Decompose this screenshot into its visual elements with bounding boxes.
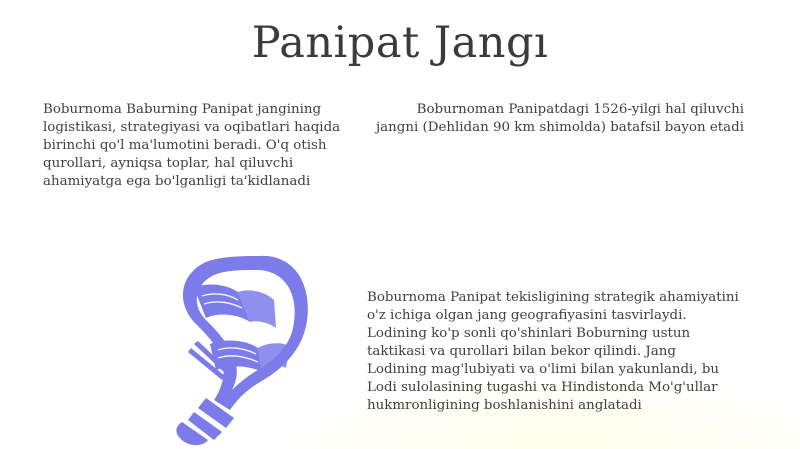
paragraph-battle-location: Boburnoman Panipatdagi 1526-yilgi hal qiluvchi jangni (Dehlidan 90 km shimolda) batafsil bayon etadi [375,102,744,135]
paragraph-logistics: Boburnoma Baburning Panipat jangining logistikasi, strategiyasi va oqibatlari haqida birinchi qo'l ma'lumotini beradi. O'q otish qurollari, ayniqsa toplar, hal qiluvchi ahamiyatga ega bo'lganligi ta'kidlanadi [43,102,341,189]
lightbulb-book-icon [110,248,320,448]
slide-title: Panipat Jangı [251,18,549,68]
bulb-outline [183,256,308,410]
paragraph-geography-outcome: Boburnoma Panipat tekisligining strategik ahamiyatini o'z ichiga olgan jang geografiyasini tasvirlaydi. Lodining ko'p sonli qo'shinlari Boburning ustun taktikasi va qurollari bilan bekor qilindi. Jang Lodining mag'lubiyati va o'limi bilan yakunlandi, bu Lodi sulolasining tugashi va Hindistonda Mo'g'ullar hukmronligining boshlanishini anglatadi [367,290,739,413]
